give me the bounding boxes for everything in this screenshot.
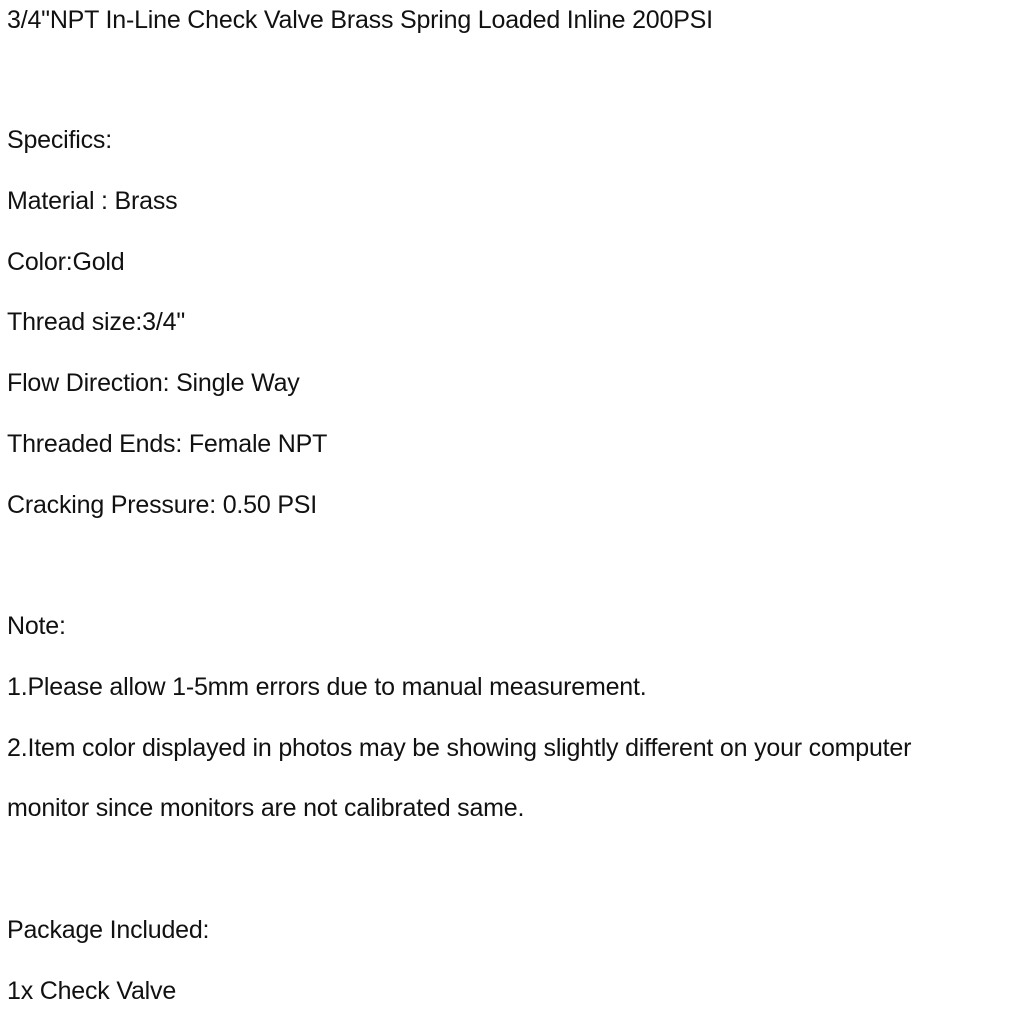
note-item-1: 1.Please allow 1-5mm errors due to manual measurement.	[7, 673, 647, 701]
spec-color: Color:Gold	[7, 248, 125, 276]
package-heading: Package Included:	[7, 916, 210, 944]
note-heading: Note:	[7, 612, 66, 640]
spec-thread-size: Thread size:3/4"	[7, 308, 185, 336]
package-item: 1x Check Valve	[7, 977, 177, 1005]
specifics-heading: Specifics:	[7, 126, 112, 154]
spec-cracking-pressure: Cracking Pressure: 0.50 PSI	[7, 491, 318, 519]
note-item-2-continued: monitor since monitors are not calibrated same.	[7, 794, 525, 822]
product-title: 3/4"NPT In-Line Check Valve Brass Spring Loaded Inline 200PSI	[7, 6, 713, 34]
note-item-2: 2.Item color displayed in photos may be showing slightly different on your computer	[7, 734, 912, 762]
spec-threaded-ends: Threaded Ends: Female NPT	[7, 430, 328, 458]
spec-material: Material : Brass	[7, 187, 178, 215]
spec-flow-direction: Flow Direction: Single Way	[7, 369, 300, 397]
